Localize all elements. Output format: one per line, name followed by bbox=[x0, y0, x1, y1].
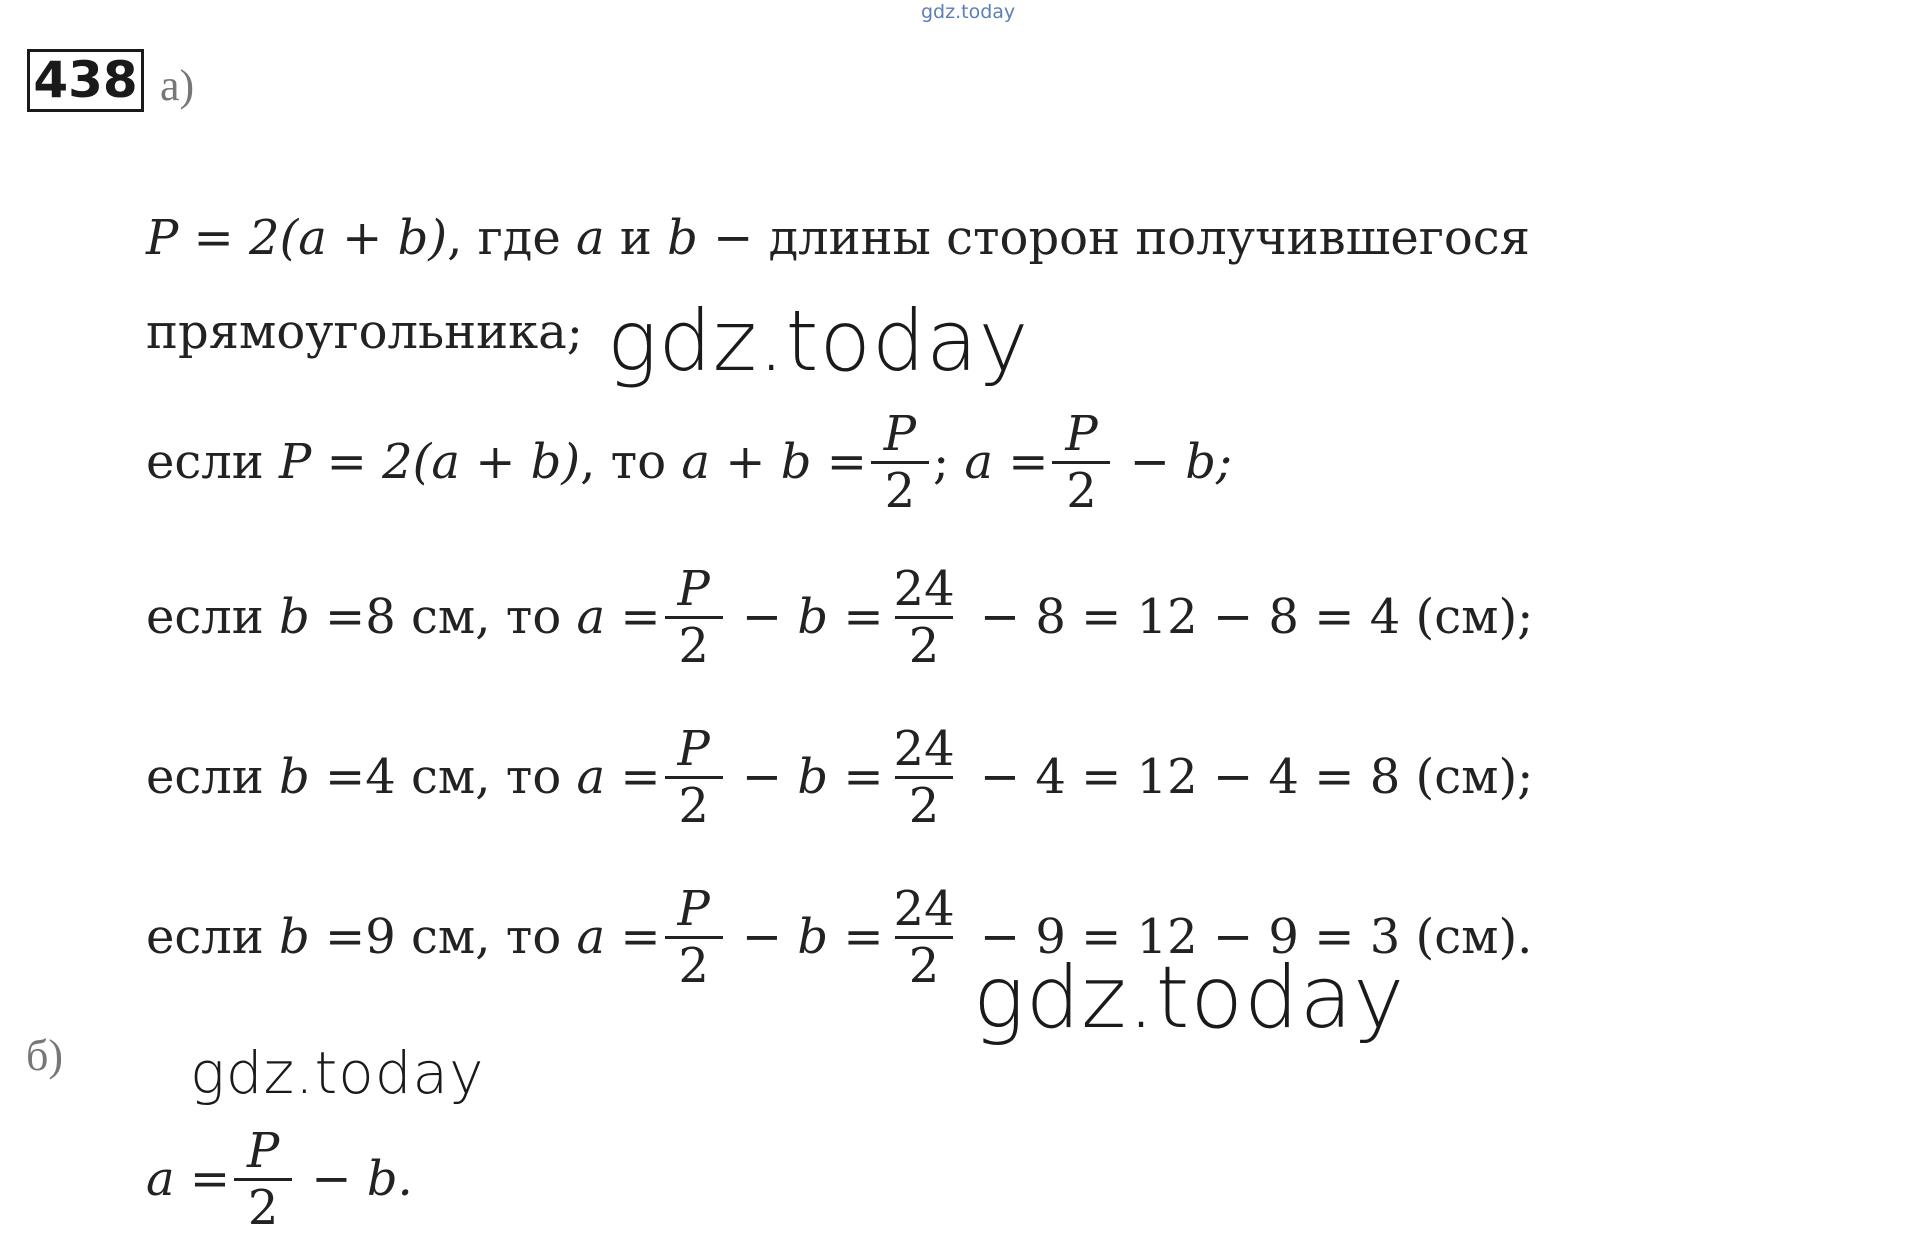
calc-row-b-9: если b = 9 см , то a = $\frac{P}{2}$ − b = $\frac{24}{2}$ − 9 = 12 − 9 = 3 (см). bbox=[146, 880, 1533, 994]
top-watermark: gdz.today bbox=[921, 1, 1016, 23]
fraction-p-over-2: $\frac{P}{2}$ bbox=[665, 882, 723, 993]
text-lengths: − длины сторон получившегося bbox=[697, 210, 1530, 266]
a-eq: a = bbox=[964, 434, 1049, 490]
perimeter-formula: P = 2(a + b) bbox=[146, 210, 448, 266]
fraction-24-over-2: $\frac{24}{2}$ bbox=[893, 880, 955, 994]
text-line-1 bbox=[146, 203, 1530, 273]
var-a: a bbox=[576, 210, 605, 266]
fraction-p-over-2: $\frac{P}{2}$ bbox=[665, 722, 723, 833]
perimeter-eq: P = 2(a + b) bbox=[279, 434, 581, 490]
watermark: gdz.today bbox=[973, 948, 1406, 1048]
part-b-label: б) bbox=[26, 1031, 64, 1080]
sum-eq: a + b = bbox=[681, 434, 867, 490]
text-where: , где bbox=[447, 210, 576, 266]
text-then: , то bbox=[580, 434, 682, 490]
calc-row-b-4: если b = 4 см , то a = $\frac{P}{2}$ − b = $\frac{24}{2}$ − 4 = 12 − 4 = 8 (см); bbox=[146, 720, 1534, 834]
watermark: gdz.today bbox=[190, 1039, 485, 1107]
text-and: и bbox=[604, 210, 668, 266]
text-line-2 bbox=[146, 297, 583, 367]
minus-b: − b; bbox=[1114, 434, 1233, 490]
text-if: если bbox=[146, 434, 280, 490]
fraction-p-over-2: $\frac{P}{2}$ bbox=[234, 1124, 292, 1235]
problem-number: 438 bbox=[27, 49, 144, 112]
separator: ; bbox=[932, 434, 965, 490]
fraction-p-over-2: $\frac{P}{2}$ bbox=[871, 407, 929, 518]
fraction-p-over-2: $\frac{P}{2}$ bbox=[665, 562, 723, 673]
fraction-24-over-2: $\frac{24}{2}$ bbox=[893, 720, 955, 834]
fraction-p-over-2: $\frac{P}{2}$ bbox=[1052, 407, 1110, 518]
final-formula: a = $\frac{P}{2}$ − b. bbox=[146, 1122, 413, 1236]
text-rectangle: прямоугольника; bbox=[146, 304, 583, 360]
calc-row-b-8: если b = 8 см , то a = $\frac{P}{2}$ − b = $\frac{24}{2}$ − 8 = 12 − 8 = 4 (см); bbox=[146, 560, 1534, 674]
fraction-24-over-2: $\frac{24}{2}$ bbox=[893, 560, 955, 674]
part-a-label: а) bbox=[160, 61, 195, 110]
formula-line-3 bbox=[146, 407, 1232, 517]
var-b: b bbox=[667, 210, 698, 266]
watermark: gdz.today bbox=[607, 292, 1030, 390]
